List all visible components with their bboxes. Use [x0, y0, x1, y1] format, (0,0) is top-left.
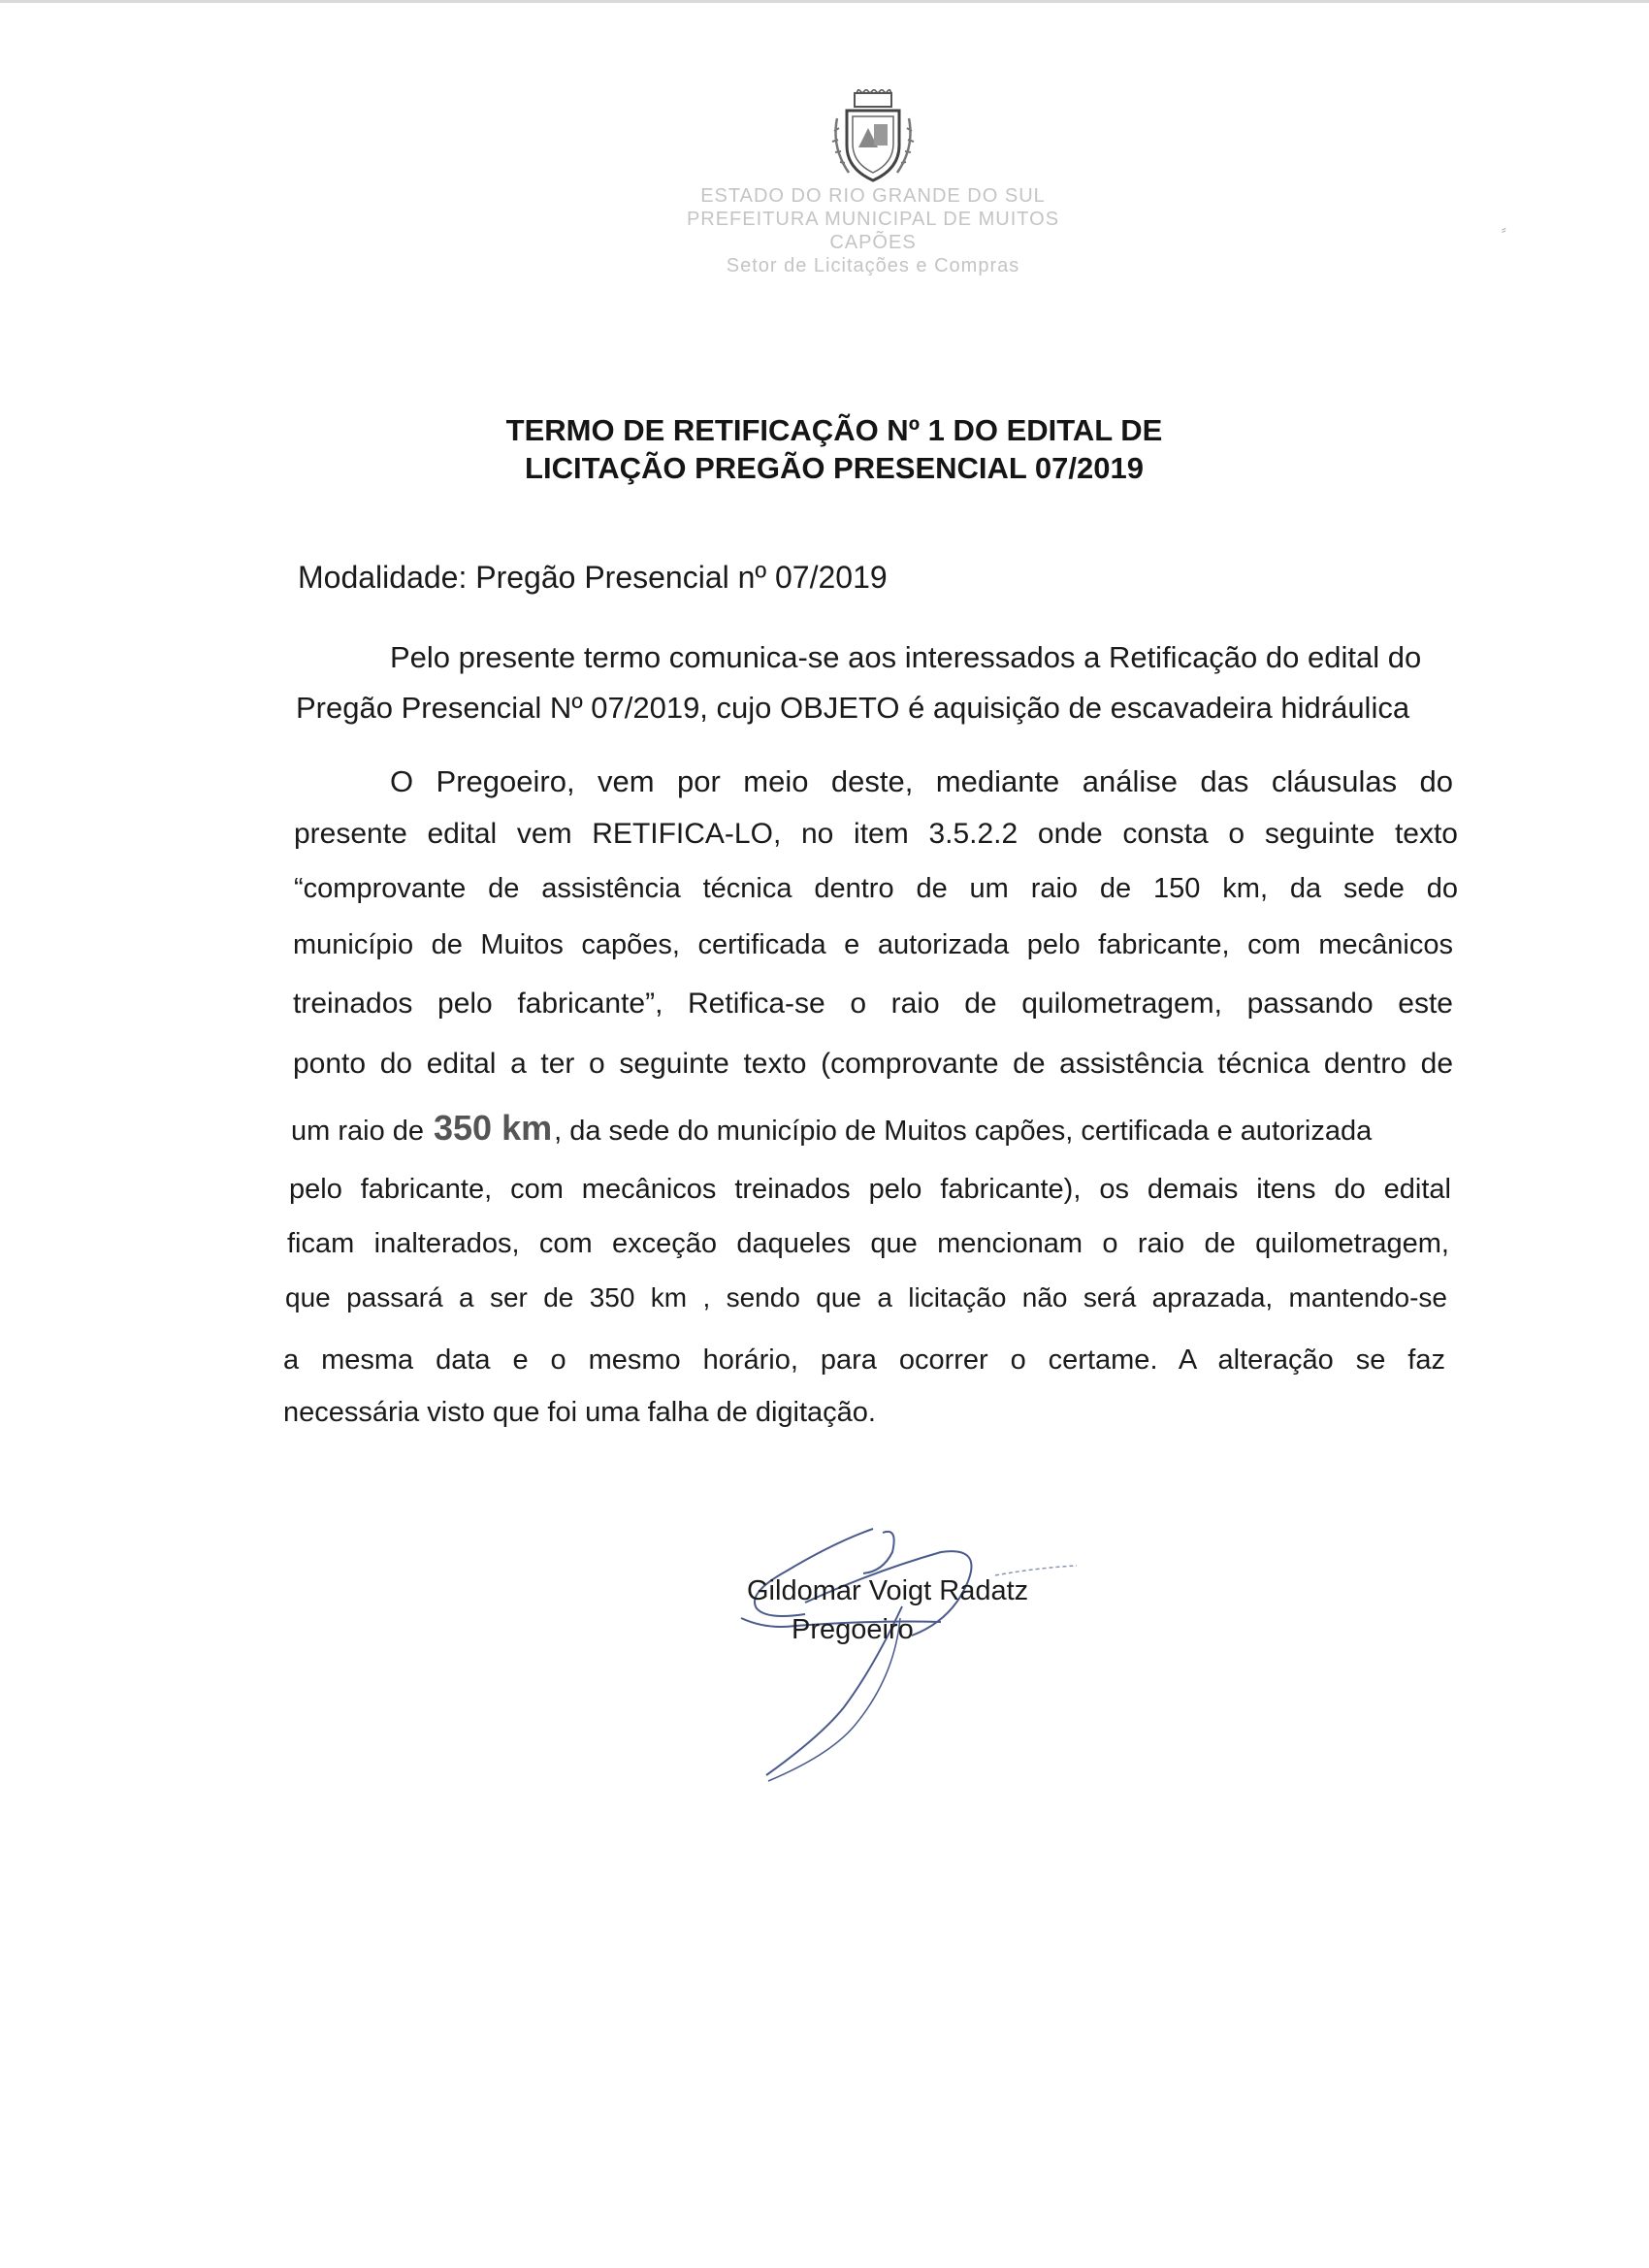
letterhead-sector: Setor de Licitações e Compras [726, 255, 1020, 276]
p2-line-6: ponto do edital a ter o seguinte texto (comprovante de assistência técnica dentro de [293, 1048, 1453, 1080]
p1-line-1: Pelo presente termo comunica-se aos interessados a Retificação do edital do [390, 640, 1422, 674]
signatory-name: Gildomar Voigt Radatz [747, 1575, 1029, 1606]
title-line-2: LICITAÇÃO PREGÃO PRESENCIAL 07/2019 [525, 451, 1144, 485]
highlighted-distance: 350 km [434, 1108, 553, 1148]
letterhead-city: CAPÕES [829, 232, 917, 253]
letterhead-prefecture: PREFEITURA MUNICIPAL DE MUITOS [686, 209, 1060, 230]
scan-edge [0, 0, 1649, 3]
p2-line-7-end: , da sede do município de Muitos capões, certificada e autorizada [554, 1116, 1373, 1147]
p2-line-4: município de Muitos capões, certificada e autorizada pelo fabricante, com mecânicos [293, 929, 1453, 960]
p2-line-1: O Pregoeiro, vem por meio deste, mediante análise das cláusulas do [390, 764, 1453, 798]
handwritten-signature-icon [728, 1513, 1116, 1804]
scan-speck-icon: ⸗ [1502, 221, 1506, 237]
signature-block [728, 1513, 1116, 1804]
municipal-crest-icon [829, 89, 917, 186]
p1-line-2: Pregão Presencial Nº 07/2019, cujo OBJETO é aquisição de escavadeira hidráulica [296, 691, 1410, 725]
p2-line-11: a mesma data e o mesmo horário, para ocorrer o certame. A alteração se faz [283, 1345, 1445, 1376]
document-title [446, 411, 1222, 487]
p2-line-7 [291, 1108, 1453, 1149]
p2-line-12: necessária visto que foi uma falha de digitação. [283, 1397, 876, 1428]
p2-line-8: pelo fabricante, com mecânicos treinados pelo fabricante), os demais itens do edital [289, 1174, 1451, 1205]
modalidade: Modalidade: Pregão Presencial nº 07/2019 [298, 560, 888, 595]
p2-line-3: “comprovante de assistência técnica dentro de um raio de 150 km, da sede do [294, 873, 1458, 904]
p2-line-7-start: um raio de [291, 1116, 425, 1147]
p2-line-9: ficam inalterados, com exceção daqueles que mencionam o raio de quilometragem, [287, 1228, 1449, 1259]
signatory-role: Pregoeiro [792, 1614, 914, 1645]
p2-line-5: treinados pelo fabricante”, Retifica-se o raio de quilometragem, passando este [293, 988, 1453, 1020]
p2-line-2: presente edital vem RETIFICA-LO, no item 3.5.2.2 onde consta o seguinte texto [294, 818, 1458, 850]
p2-line-10: que passará a ser de 350 km , sendo que a licitação não será aprazada, mantendo-se [285, 1282, 1447, 1312]
letterhead-state: ESTADO DO RIO GRANDE DO SUL [700, 185, 1046, 207]
title-line-1: TERMO DE RETIFICAÇÃO Nº 1 DO EDITAL DE [505, 413, 1163, 447]
letterhead [582, 184, 1164, 277]
